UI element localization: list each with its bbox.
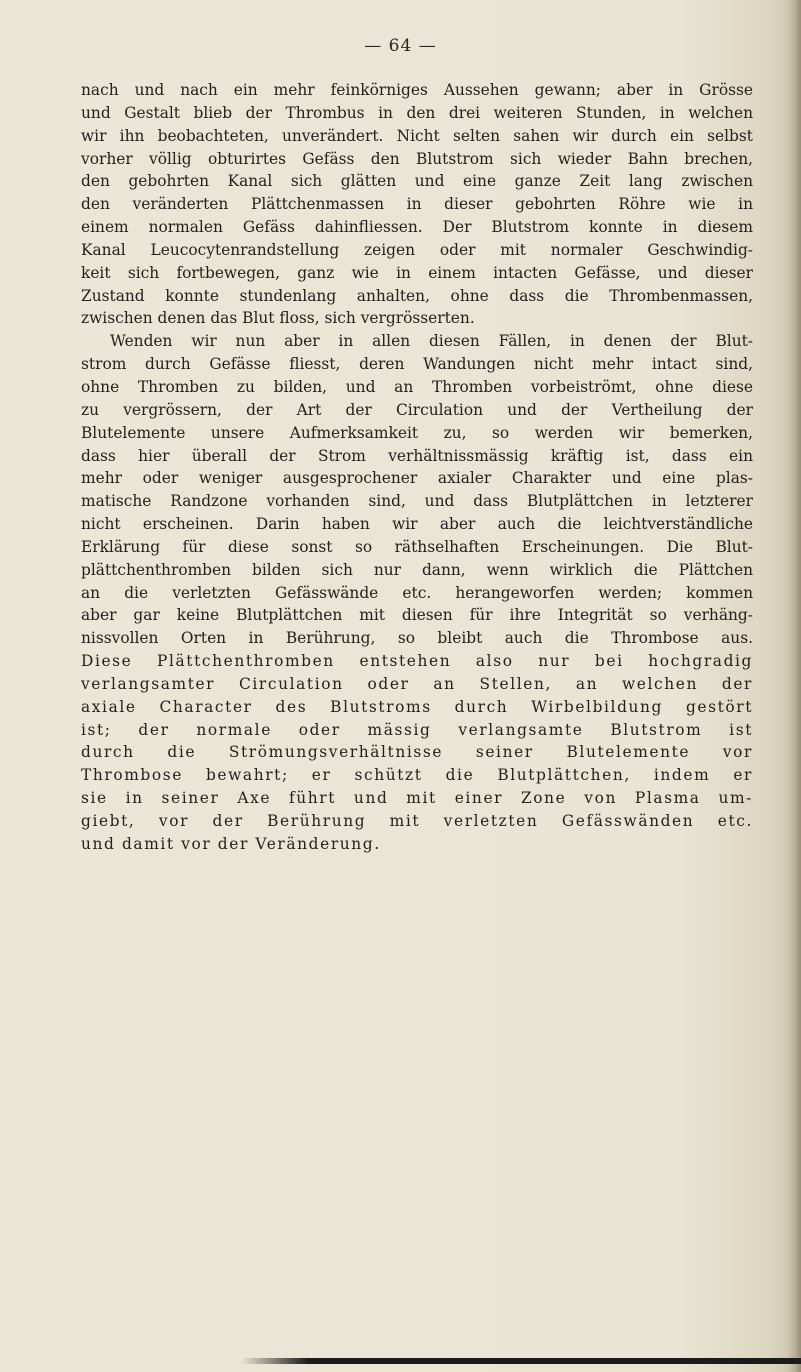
page-number: — 64 —	[364, 36, 437, 56]
text-line: Blutelemente unsere Aufmerksamkeit zu, so werden wir bemerken,	[81, 423, 753, 442]
text-line: Erklärung für diese sonst so räthselhaften Erscheinungen. Die Blut-	[81, 537, 753, 556]
text-line: aber gar keine Blutplättchen mit diesen für ihre Integrität so verhäng-	[81, 606, 753, 625]
text-line: einem normalen Gefäss dahinfliessen. Der Blutstrom konnte in diesem	[81, 218, 753, 237]
text-line: Zustand konnte stundenlang anhalten, ohne dass die Thrombenmassen,	[81, 286, 753, 305]
text-line: dass hier überall der Strom verhältnissmässig kräftig ist, dass ein	[81, 446, 753, 465]
text-line: ohne Thromben zu bilden, und an Thromben vorbeiströmt, ohne diese	[81, 377, 753, 396]
text-line: an die verletzten Gefässwände etc. herangeworfen werden; kommen	[81, 583, 753, 602]
text-line: den gebohrten Kanal sich glätten und eine ganze Zeit lang zwischen	[81, 172, 753, 191]
text-line: und Gestalt blieb der Thrombus in den drei weiteren Stunden, in welchen	[81, 103, 753, 122]
text-line: durch die Strömungsverhältnisse seiner Blutelemente vor	[81, 743, 753, 762]
text-line: zu vergrössern, der Art der Circulation und der Vertheilung der	[81, 400, 753, 419]
text-line: den veränderten Plättchenmassen in dieser gebohrten Röhre wie in	[81, 195, 753, 214]
text-line: nicht erscheinen. Darin haben wir aber auch die leichtverständliche	[81, 515, 753, 534]
text-line: mehr oder weniger ausgesprochener axialer Charakter und eine plas-	[81, 469, 753, 488]
text-line: giebt, vor der Berührung mit verletzten Gefässwänden etc.	[81, 812, 753, 830]
text-line: sie in seiner Axe führt und mit einer Zone von Plasma um-	[81, 789, 753, 808]
text-line: matische Randzone vorhanden sind, und dass Blutplättchen in letzterer	[81, 492, 753, 511]
text-line: Wenden wir nun aber in allen diesen Fällen, in denen der Blut-	[110, 332, 753, 351]
body-text	[81, 79, 753, 856]
text-line: plättchenthromben bilden sich nur dann, wenn wirklich die Plättchen	[81, 560, 753, 579]
text-line: Kanal Leucocytenrandstellung zeigen oder mit normaler Geschwindig-	[81, 240, 753, 259]
text-line: ist; der normale oder mässig verlangsamte Blutstrom ist	[81, 720, 753, 739]
text-line: vorher völlig obturirtes Gefäss den Blutstrom sich wieder Bahn brechen,	[81, 149, 753, 168]
text-line: nach und nach ein mehr feinkörniges Aussehen gewann; aber in Grösse	[81, 81, 753, 99]
text-line: axiale Character des Blutstroms durch Wirbelbildung gestört	[81, 697, 753, 716]
text-line: verlangsamter Circulation oder an Stellen, an welchen der	[81, 674, 753, 693]
text-line: strom durch Gefässe fliesst, deren Wandungen nicht mehr intact sind,	[81, 355, 753, 374]
text-line: und damit vor der Veränderung.	[81, 834, 381, 853]
page-bottom-edge	[241, 1358, 801, 1364]
text-line: wir ihn beobachteten, unverändert. Nicht selten sahen wir durch ein selbst	[81, 126, 753, 145]
text-line: nissvollen Orten in Berührung, so bleibt auch die Thrombose aus.	[81, 629, 753, 648]
text-line: Thrombose bewahrt; er schützt die Blutplättchen, indem er	[81, 766, 753, 785]
page-edge-shadow	[787, 0, 801, 1372]
text-line: Diese Plättchenthromben entstehen also nur bei hochgradig	[81, 652, 753, 671]
text-line: zwischen denen das Blut floss, sich vergrösserten.	[81, 309, 475, 328]
text-line: keit sich fortbewegen, ganz wie in einem intacten Gefässe, und dieser	[81, 263, 753, 282]
